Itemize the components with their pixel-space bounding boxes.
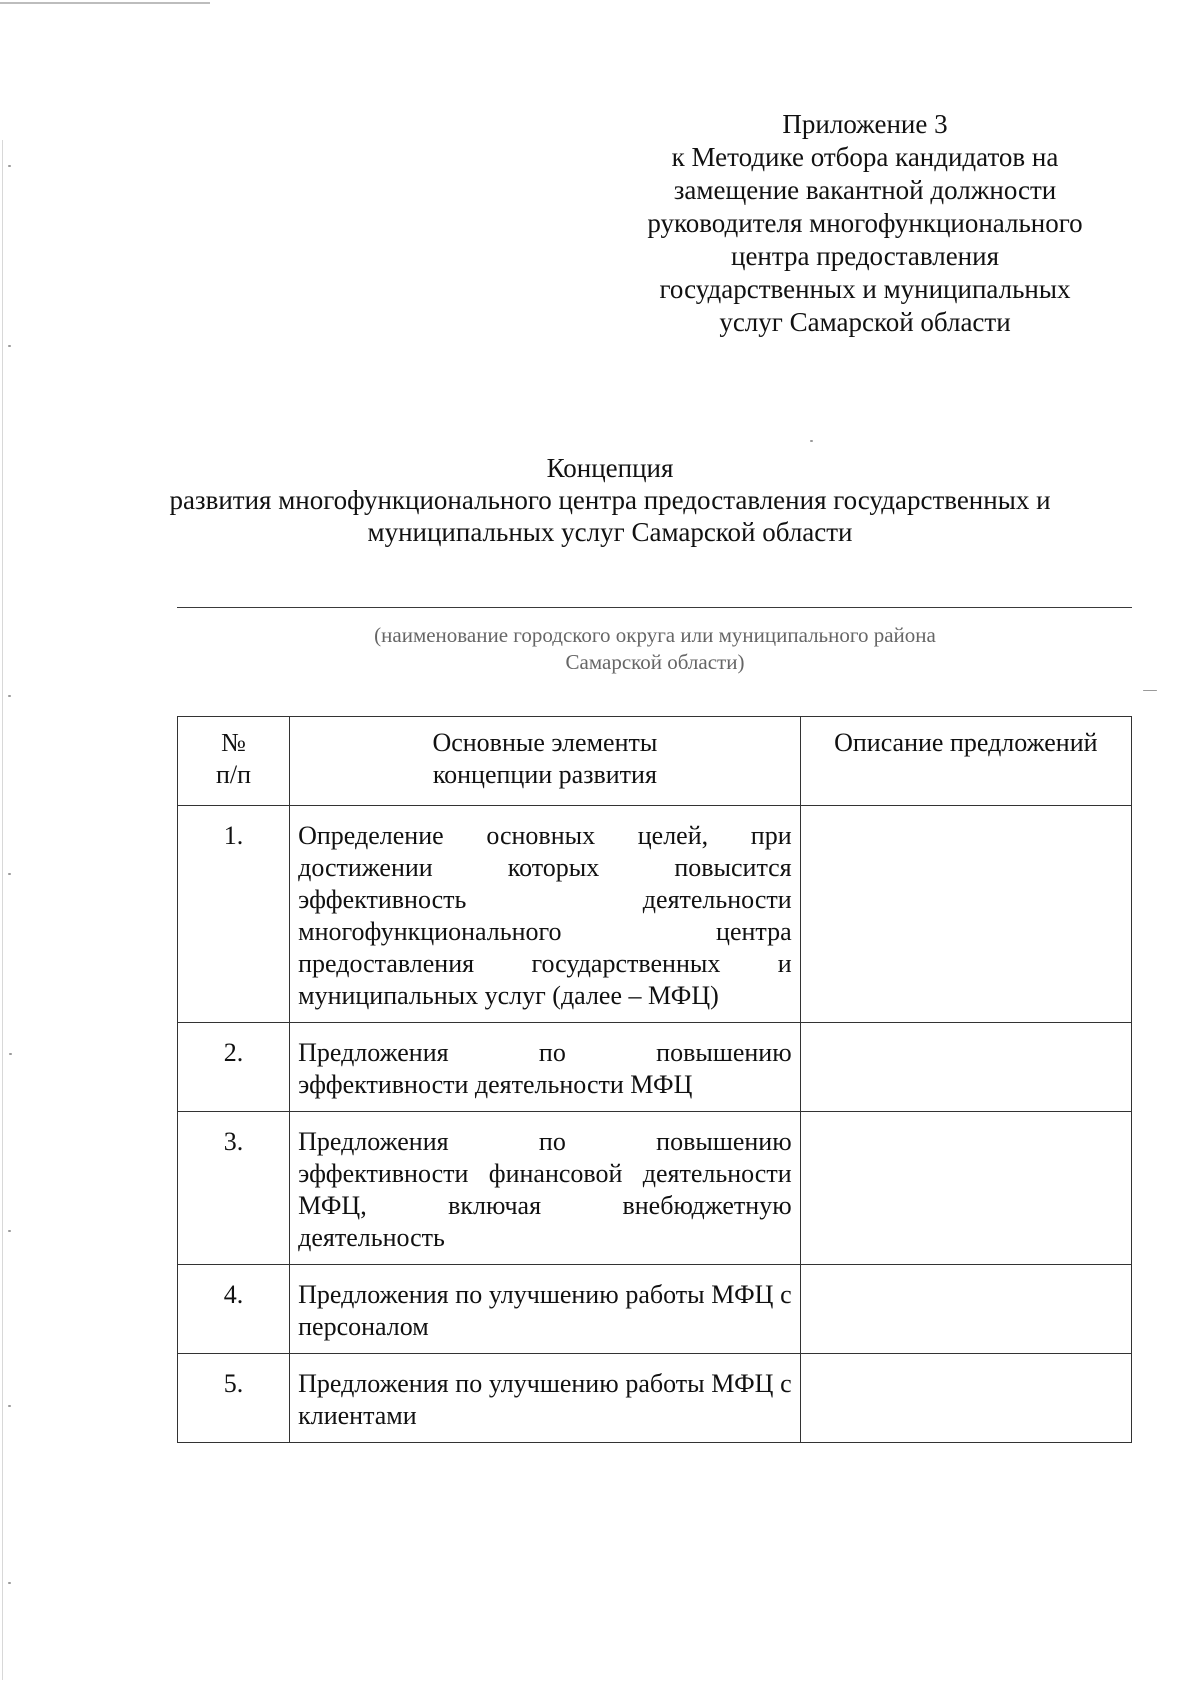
row-number: 3. [178, 1112, 290, 1265]
scan-speck [8, 345, 11, 347]
row-number: 2. [178, 1023, 290, 1112]
appendix-line: центра предоставления [731, 241, 999, 271]
scan-speck [810, 440, 813, 442]
scan-speck [8, 165, 11, 167]
header-elements [290, 717, 801, 806]
scan-speck [8, 873, 11, 875]
table-row [178, 1354, 1132, 1443]
row-number: 1. [178, 806, 290, 1023]
fill-in-caption [260, 622, 1050, 676]
row-element-text: Предложения по повышению эффективности деятельности МФЦ [290, 1023, 801, 1112]
title-line: муниципальных услуг Самарской области [367, 517, 853, 547]
scan-speck [8, 1405, 11, 1407]
scan-speck [1143, 690, 1157, 691]
scan-speck [8, 1582, 11, 1584]
header-number [178, 717, 290, 806]
row-description-cell[interactable] [800, 1112, 1131, 1265]
scan-edge-top [0, 2, 210, 4]
scan-speck [8, 1230, 11, 1232]
row-description-cell[interactable] [800, 1265, 1131, 1354]
row-element-text: Предложения по улучшению работы МФЦ с клиентами [290, 1354, 801, 1443]
row-description-cell[interactable] [800, 1354, 1131, 1443]
header-description: Описание предложений [800, 717, 1131, 806]
appendix-line: замещение вакантной должности [673, 175, 1057, 205]
scan-edge-left [2, 140, 3, 1680]
appendix-header [640, 108, 1090, 339]
row-description-cell[interactable] [800, 806, 1131, 1023]
caption-line: (наименование городского округа или муниципального района [374, 623, 936, 647]
row-element-text: Определение основных целей, при достижении которых повысится эффективность деятельности многофункционального центра предоставления государственных и муниципальных услуг (далее – МФЦ) [290, 806, 801, 1023]
appendix-line: руководителя многофункционального [647, 208, 1083, 238]
caption-line: Самарской области) [565, 650, 745, 674]
table-row [178, 1265, 1132, 1354]
concept-table [177, 716, 1132, 1443]
header-number-line: п/п [216, 760, 252, 789]
table-row [178, 1112, 1132, 1265]
header-elements-line: концепции развития [432, 760, 657, 789]
row-description-cell[interactable] [800, 1023, 1131, 1112]
table-header-row [178, 717, 1132, 806]
row-element-text: Предложения по улучшению работы МФЦ с персоналом [290, 1265, 801, 1354]
header-number-line: № [221, 728, 246, 757]
appendix-line: Приложение 3 [782, 109, 948, 139]
scan-speck [9, 1053, 12, 1055]
header-elements-line: Основные элементы [432, 728, 658, 757]
document-title [150, 452, 1070, 548]
appendix-line: государственных и муниципальных [659, 274, 1071, 304]
row-number: 4. [178, 1265, 290, 1354]
fill-in-line [177, 607, 1132, 608]
table-row [178, 806, 1132, 1023]
appendix-line: к Методике отбора кандидатов на [671, 142, 1059, 172]
scan-speck [8, 695, 11, 697]
title-line: развития многофункционального центра предоставления государственных и [169, 485, 1051, 515]
row-number: 5. [178, 1354, 290, 1443]
row-element-text: Предложения по повышению эффективности финансовой деятельности МФЦ, включая внебюджетную деятельность [290, 1112, 801, 1265]
appendix-line: услуг Самарской области [719, 307, 1011, 337]
table-row [178, 1023, 1132, 1112]
title-line: Концепция [546, 453, 674, 483]
